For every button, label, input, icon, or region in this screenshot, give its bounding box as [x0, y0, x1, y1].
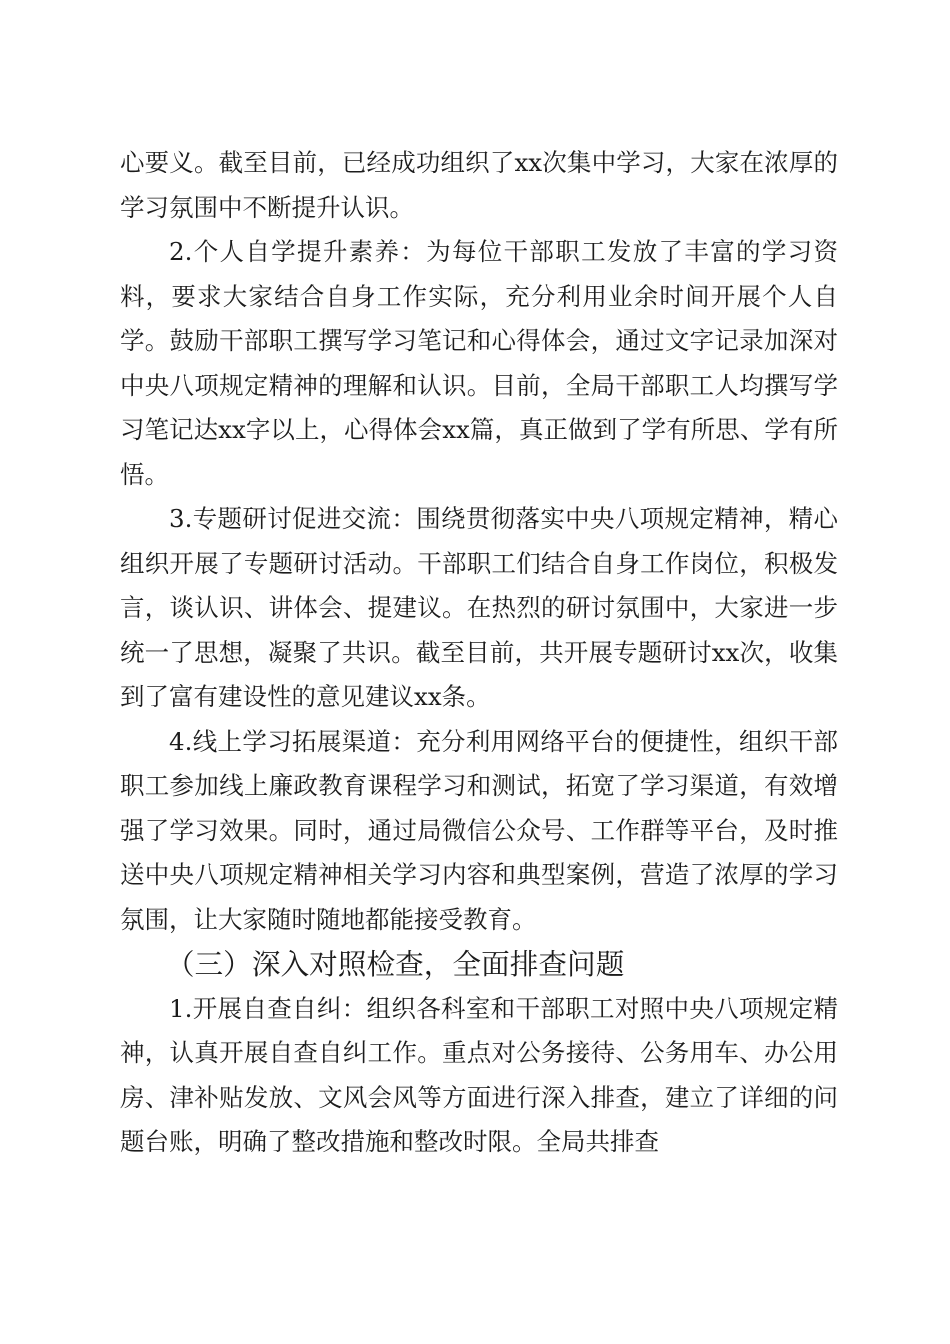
paragraph-online-learning: 4.线上学习拓展渠道：充分利用网络平台的便捷性，组织干部职工参加线上廉政教育课程学习和测试，拓宽了学习渠道，有效增强了学习效果。同时，通过局微信公众号、工作群等平台，及时推送中央八项规定精神相关学习内容和典型案例，营造了浓厚的学习氛围，让大家随时随地都能接受教育。	[120, 726, 838, 934]
paragraph-seminar: 3.专题研讨促进交流：围绕贯彻落实中央八项规定精神，精心组织开展了专题研讨活动。干部职工们结合自身工作岗位，积极发言，谈认识、讲体会、提建议。在热烈的研讨氛围中，大家进一步统一了思想，凝聚了共识。截至目前，共开展专题研讨xx次，收集到了富有建设性的意见建议xx条。	[120, 504, 838, 711]
section-heading: （三）深入对照检查，全面排查问题	[165, 947, 625, 981]
document-body	[120, 141, 838, 1165]
paragraph-continuation: 心要义。截至目前，已经成功组织了xx次集中学习，大家在浓厚的学习氛围中不断提升认识。	[120, 148, 838, 222]
paragraph-self-inspection: 1.开展自查自纠：组织各科室和干部职工对照中央八项规定精神，认真开展自查自纠工作。重点对公务接待、公务用车、办公用房、津补贴发放、文风会风等方面进行深入排查，建立了详细的问题台账，明确了整改措施和整改时限。全局共排查	[120, 993, 838, 1156]
paragraph-self-study: 2.个人自学提升素养：为每位干部职工发放了丰富的学习资料，要求大家结合自身工作实际，充分利用业余时间开展个人自学。鼓励干部职工撰写学习笔记和心得体会，通过文字记录加深对中央八项规定精神的理解和认识。目前，全局干部职工人均撰写学习笔记达xx字以上，心得体会xx篇，真正做到了学有所思、学有所悟。	[120, 237, 838, 489]
